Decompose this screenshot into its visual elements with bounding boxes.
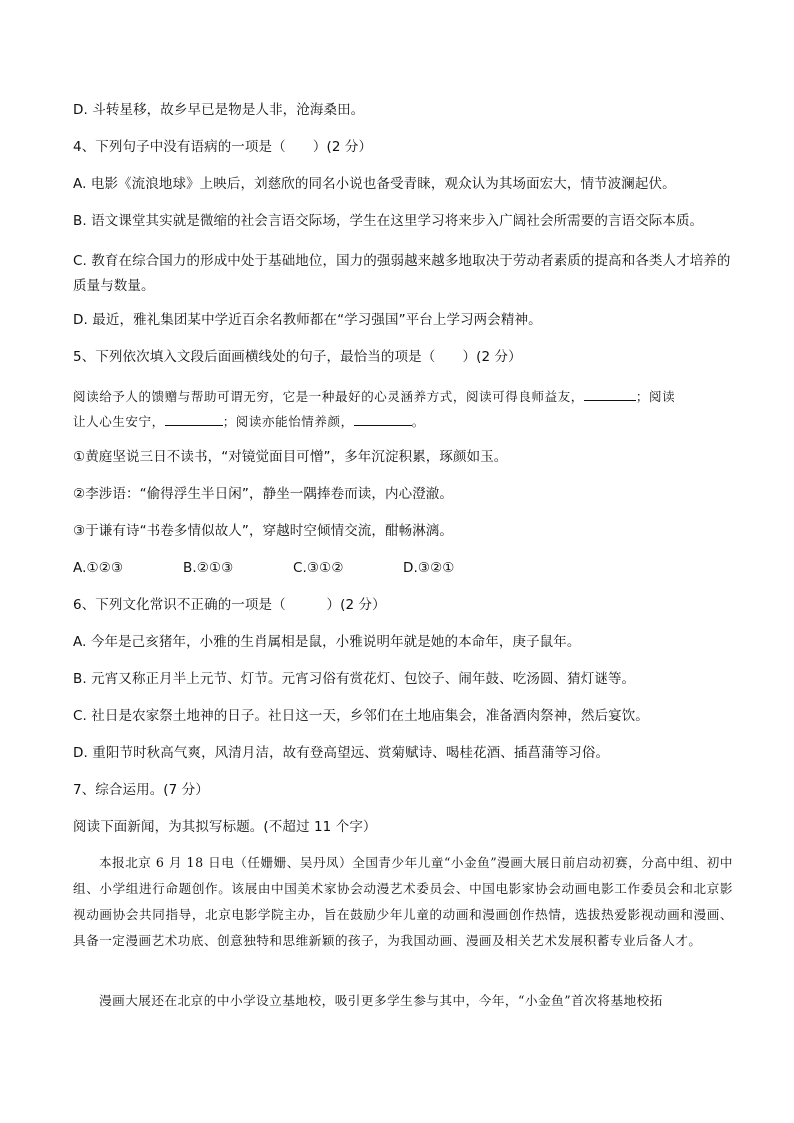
news-paragraph-2: 漫画大展还在北京的中小学设立基地校，吸引更多学生参与其中，今年，“小金鱼”首次将基地校拓: [99, 993, 663, 1008]
q4-option-c: C. 教育在综合国力的形成中处于基础地位，国力的强弱越来越多地取决于劳动者素质的提高和各类人才培养的质量与数量。: [73, 253, 731, 294]
q6-question: 6、下列文化常识不正确的一项是（ ）(2 分）: [73, 597, 386, 613]
q6-option-c: C. 社日是农家祭土地神的日子。社日这一天，乡邻们在土地庙集会，准备酒肉祭神，然后宴饮。: [73, 708, 649, 724]
q5-passage-line1: [73, 387, 733, 406]
q5-sentence-1: ①黄庭坚说三日不读书，“对镜觉面目可憎”，多年沉淀积累，琢颜如玉。: [73, 449, 508, 465]
q5-option-b: B.②①③: [183, 560, 234, 576]
q5-passage-text: 。: [411, 414, 425, 429]
q5-sentence-3: ③于谦有诗“书卷多情似故人”，穿越时空倾情交流，酣畅淋漓。: [73, 523, 453, 539]
fill-blank: [354, 413, 412, 426]
q7-question: 7、综合运用。(7 分）: [73, 782, 209, 798]
q5-passage-text: ；阅读亦能怡情养颜，: [222, 414, 354, 429]
q5-option-a: A.①②③: [73, 560, 124, 576]
fill-blank: [165, 413, 223, 426]
q6-option-d: D. 重阳节时秋高气爽，风清月洁，故有登高望远、赏菊赋诗、喝桂花酒、插菖蒲等习俗。: [73, 745, 610, 761]
fill-blank: [584, 388, 636, 401]
q5-options: [73, 559, 733, 578]
q4-question: 4、下列句子中没有语病的一项是（ ）(2 分）: [73, 139, 373, 155]
q4-option-a: A. 电影《流浪地球》上映后，刘慈欣的同名小说也备受青睐，观众认为其场面宏大，情节波澜起伏。: [73, 176, 676, 192]
q5-option-c: C.③①②: [293, 560, 344, 576]
q5-question: 5、下列依次填入文段后面画横线处的句子，最恰当的项是（ ）(2 分）: [73, 349, 522, 365]
q7-instruction: 阅读下面新闻，为其拟写标题。(不超过 11 个字）: [73, 819, 377, 835]
q6-option-a: A. 今年是己亥猪年，小雅的生肖属相是鼠，小雅说明年就是她的本命年，庚子鼠年。: [73, 634, 581, 650]
q5-sentence-2: ②李涉语：“偷得浮生半日闲”，静坐一隅捧卷而读，内心澄澈。: [73, 486, 453, 502]
q6-option-b: B. 元宵又称正月半上元节、灯节。元宵习俗有赏花灯、包饺子、闹年鼓、吃汤圆、猜灯谜等。: [73, 671, 636, 687]
q5-passage-text: ；阅读: [635, 389, 676, 404]
q3-option-d: D. 斗转星移，故乡早已是物是人非，沧海桑田。: [73, 102, 365, 118]
q5-option-d: D.③②①: [403, 560, 455, 576]
q4-option-d: D. 最近，雅礼集团某中学近百余名教师都在“学习强国”平台上学习两会精神。: [73, 312, 542, 328]
news-paragraph-1: 本报北京 6 月 18 日电（任姗姗、吴丹凤）全国青少年儿童“小金鱼”漫画大展日前启动初赛，分高中组、初中组、小学组进行命题创作。该展由中国美术家协会动漫艺术委员会、中国电影家协会动画电影工作委员会和北京影视动画协会共同指导，北京电影学院主办，旨在鼓励少年儿童的动画和漫画创作热情，选拔热爱影视动画和漫画、具备一定漫画艺术功底、创意独特和思维新颖的孩子，为我国动画、漫画及相关艺术发展积蓄专业后备人才。: [73, 855, 733, 948]
q5-passage-line2: [73, 412, 733, 431]
q5-passage-text: 阅读给予人的馈赠与帮助可谓无穷，它是一种最好的心灵涵养方式，阅读可得良师益友，: [73, 389, 584, 404]
q4-option-b: B. 语文课堂其实就是微缩的社会言语交际场，学生在这里学习将来步入广阔社会所需要的言语交际本质。: [73, 213, 704, 229]
q5-passage-text: 让人心生安宁，: [73, 414, 165, 429]
